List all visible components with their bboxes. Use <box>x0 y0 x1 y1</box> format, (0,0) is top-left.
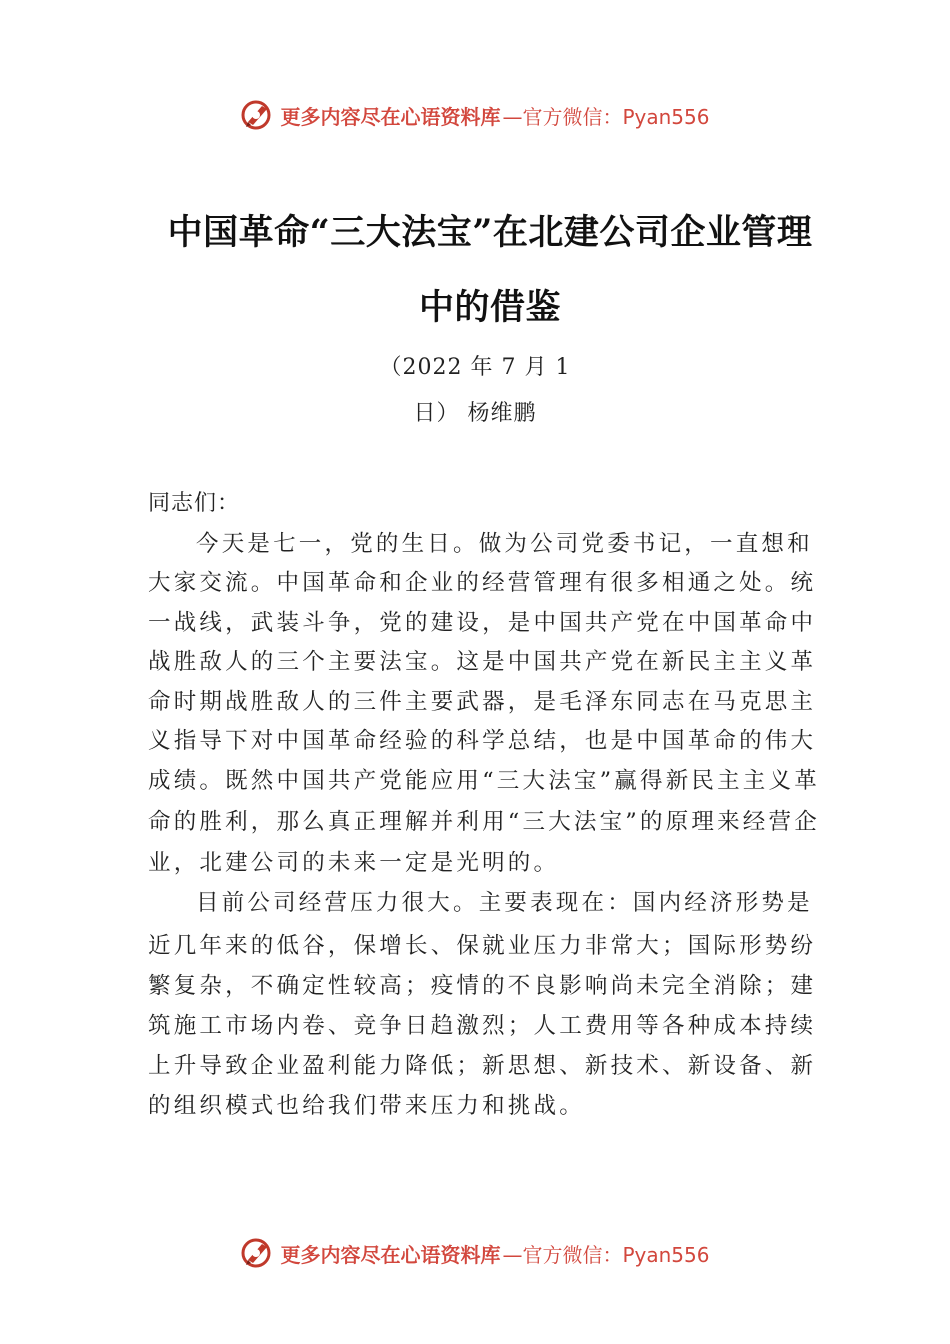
body-line: 的组织模式也给我们带来压力和挑战。 <box>148 1093 585 1119</box>
watermark-brand-text: 更多内容尽在心语资料库 <box>280 104 501 129</box>
body-line: 命时期战胜敌人的三件主要武器，是毛泽东同志在马克思主 <box>148 689 817 715</box>
header-watermark <box>0 95 950 135</box>
body-line: 今天是七一，党的生日。做为公司党委书记，一直想和 <box>196 531 813 557</box>
watermark-wechat-text: —官方微信：Pyan556 <box>502 104 710 129</box>
body-line: 战胜敌人的三个主要法宝。这是中国共产党在新民主主义革 <box>148 649 817 675</box>
date-author-line-2: 日） 杨维鹏 <box>413 401 537 426</box>
body-line: 业，北建公司的未来一定是光明的。 <box>148 850 560 876</box>
body-line: 上升导致企业盈利能力降低；新思想、新技术、新设备、新 <box>148 1053 817 1079</box>
body-line: 筑施工市场内卷、竞争日趋激烈；人工费用等各种成本持续 <box>148 1013 817 1039</box>
body-line: 成绩。既然中国共产党能应用“三大法宝”赢得新民主主义革 <box>148 768 820 794</box>
greeting: 同志们： <box>148 491 241 516</box>
pen-logo-icon <box>240 98 274 132</box>
body-line: 目前公司经营压力很大。主要表现在：国内经济形势是 <box>196 890 813 916</box>
pen-logo-icon <box>240 1236 274 1270</box>
watermark-brand-text: 更多内容尽在心语资料库 <box>280 1242 501 1267</box>
footer-watermark <box>0 1233 950 1273</box>
body-line: 命的胜利，那么真正理解并利用“三大法宝”的原理来经营企 <box>148 809 820 835</box>
body-line: 一战线，武装斗争，党的建设，是中国共产党在中国革命中 <box>148 610 817 636</box>
body-line: 繁复杂，不确定性较高；疫情的不良影响尚未完全消除；建 <box>148 973 817 999</box>
document-title-line-2: 中的借鉴 <box>418 287 561 328</box>
body-line: 大家交流。中国革命和企业的经营管理有很多相通之处。统 <box>148 570 817 596</box>
date-line-1: （2022 年 7 月 1 <box>379 355 571 380</box>
body-line: 义指导下对中国革命经验的科学总结，也是中国革命的伟大 <box>148 728 817 754</box>
watermark-wechat-text: —官方微信：Pyan556 <box>502 1242 710 1267</box>
document-title-line-1: 中国革命“三大法宝”在北建公司企业管理 <box>167 212 813 253</box>
body-line: 近几年来的低谷，保增长、保就业压力非常大；国际形势纷 <box>148 933 817 959</box>
